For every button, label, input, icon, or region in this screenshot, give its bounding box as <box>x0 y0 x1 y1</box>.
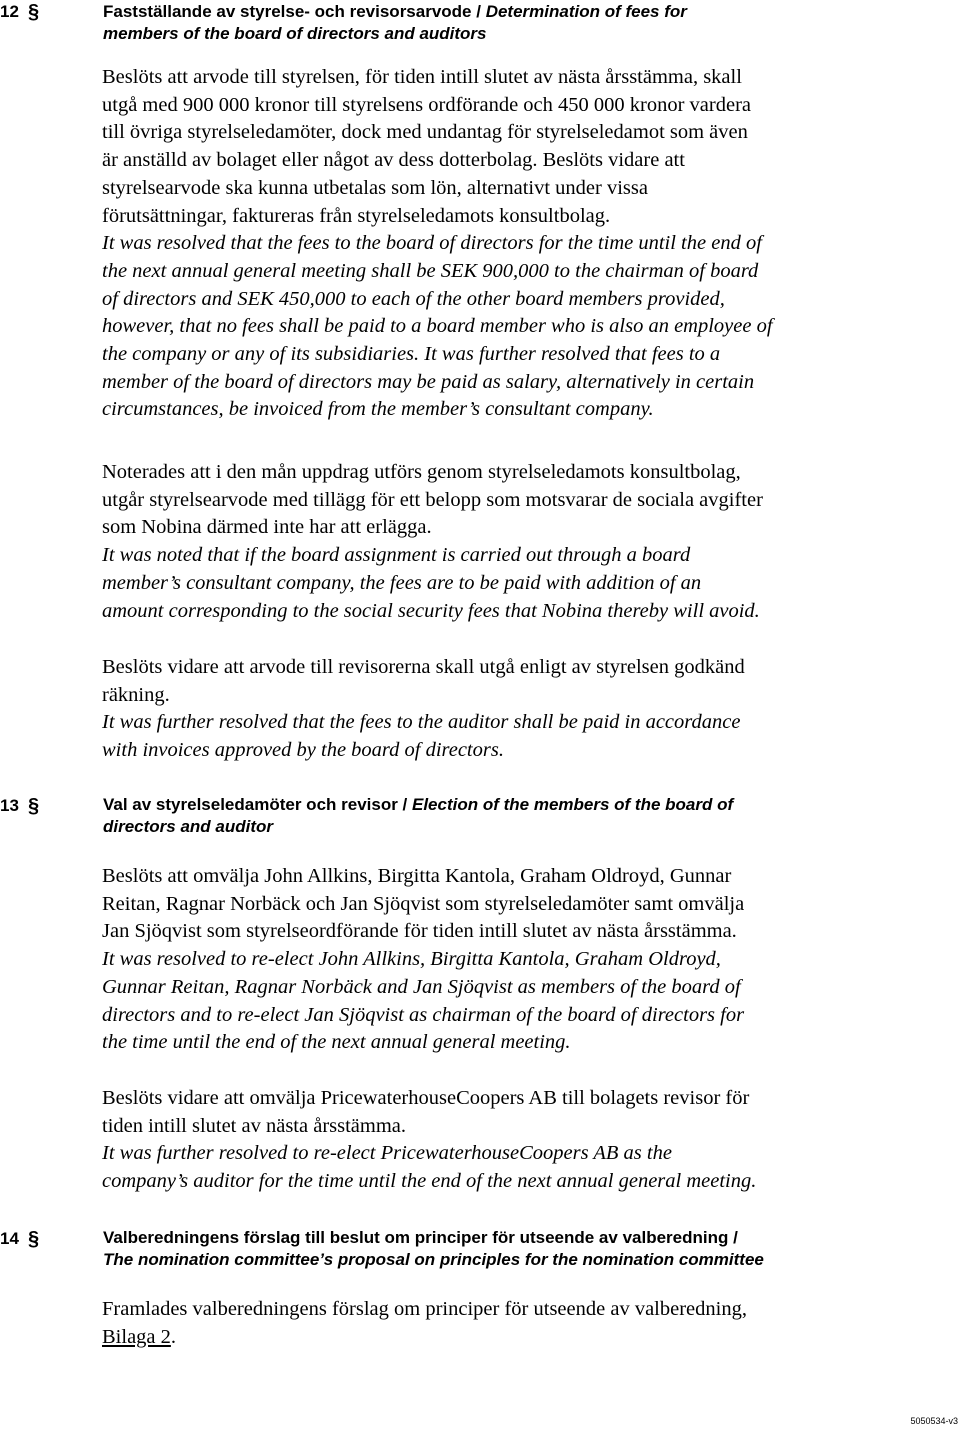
text-line: förutsättningar, faktureras från styrelseledamots konsultbolag. <box>102 204 611 227</box>
text-line: Noterades att i den mån uppdrag utförs genom styrelseledamots konsultbolag, <box>102 461 741 483</box>
text-line-en: It was further resolved that the fees to the auditor shall be paid in accordance <box>102 711 741 734</box>
text-line: Jan Sjöqvist som styrelseordförande för tiden intill slutet av nästa årsstämma. <box>102 920 737 943</box>
text-line: tiden intill slutet av nästa årsstämma. <box>102 1114 407 1137</box>
text-line-en: however, that no fees shall be paid to a board member who is also an employee of <box>102 315 773 338</box>
text-line-en: amount corresponding to the social security fees that Nobina thereby will avoid. <box>102 599 760 622</box>
text-line-en: member of the board of directors may be paid as salary, alternatively in certain <box>102 370 755 393</box>
text-line-en: company’s auditor for the time until the end of the next annual general meeting. <box>102 1170 757 1193</box>
paragraph-consultant <box>102 459 902 625</box>
paragraph-board-election <box>102 863 902 1057</box>
paragraph-auditor-election <box>102 1085 902 1196</box>
text-line-en: directors and to re-elect Jan Sjöqvist as chairman of the board of directors for <box>102 1003 745 1026</box>
text-line: Beslöts vidare att arvode till revisorerna skall utgå enligt av styrelsen godkänd <box>102 656 745 678</box>
text-line-en: member’s consultant company, the fees are to be paid with addition of an <box>102 571 702 594</box>
text-line: Reitan, Ragnar Norbäck och Jan Sjöqvist som styrelseledamöter samt omvälja <box>102 892 745 915</box>
paragraph-fees <box>102 64 902 424</box>
section-number: 13 <box>0 796 19 815</box>
section-number: 12 <box>0 2 19 21</box>
document-id: 5050534-v3 <box>910 1416 958 1426</box>
text-line-en: Gunnar Reitan, Ragnar Norbäck and Jan Sjöqvist as members of the board of <box>102 975 741 998</box>
text-line: Framlades valberedningens förslag om principer för utseende av valberedning, <box>102 1298 747 1320</box>
text-line: som Nobina därmed inte har att erlägga. <box>102 516 432 539</box>
text-line-en: the next annual general meeting shall be SEK 900,000 to the chairman of board <box>102 259 759 282</box>
text-line-en: It was resolved to re-elect John Allkins, Birgitta Kantola, Graham Oldroyd, <box>102 948 721 971</box>
text-line-en: the time until the end of the next annual general meeting. <box>102 1031 571 1054</box>
paragraph-auditor-fees <box>102 654 902 765</box>
text-line-en: of directors and SEK 450,000 to each of the other board members provided, <box>102 287 725 310</box>
heading-en-line-2: members of the board of directors and auditors <box>103 24 487 43</box>
text-line-en: circumstances, be invoiced from the member’s consultant company. <box>102 398 654 421</box>
text-line: Beslöts vidare att omvälja PricewaterhouseCoopers AB till bolagets revisor för <box>102 1087 750 1109</box>
section-sign: § <box>28 1 40 23</box>
text-line: Beslöts att arvode till styrelsen, för tiden intill slutet av nästa årsstämma, skall <box>102 66 742 88</box>
bilaga-2-link[interactable]: Bilaga 2 <box>102 1325 171 1348</box>
text-line: utgår styrelsearvode med tillägg för ett belopp som motsvarar de sociala avgifter <box>102 488 763 511</box>
text-line: är anställd av bolaget eller något av dess dotterbolag. Beslöts vidare att <box>102 149 685 172</box>
section-sign: § <box>28 1228 40 1250</box>
text-line-en: It was noted that if the board assignment is carried out through a board <box>102 544 691 567</box>
text-line: räkning. <box>102 683 170 706</box>
section-sign: § <box>28 795 40 817</box>
text-line: utgå med 900 000 kronor till styrelsens ordförande och 450 000 kronor vardera <box>102 93 752 116</box>
text-line-en: the company or any of its subsidiaries. It was further resolved that fees to a <box>102 343 721 366</box>
period: . <box>170 1325 177 1348</box>
text-line: Beslöts att omvälja John Allkins, Birgitta Kantola, Graham Oldroyd, Gunnar <box>102 865 732 887</box>
section-heading: Val av styrelseledamöter och revisor / Election of the members of the board of directors and auditor <box>103 795 734 836</box>
text-line-en: with invoices approved by the board of directors. <box>102 739 504 762</box>
text-line-en: It was further resolved to re-elect PricewaterhouseCoopers AB as the <box>102 1142 672 1165</box>
section-heading: Valberedningens förslag till beslut om principer för utseende av valberedning / The nomination committee’s proposal on principles for the nomination committee <box>103 1228 764 1269</box>
heading-sv: Fastställande av styrelse- och revisorsarvode / <box>103 2 486 21</box>
text-line <box>102 1324 902 1352</box>
text-line: till övriga styrelseledamöter, dock med undantag för styrelseledamot som även <box>102 121 748 144</box>
section-heading <box>103 1 903 45</box>
text-line-en: It was resolved that the fees to the board of directors for the time until the end of <box>102 232 762 255</box>
paragraph-nomination <box>102 1296 902 1351</box>
text-line: styrelsearvode ska kunna utbetalas som lön, alternativt under vissa <box>102 176 648 199</box>
heading-en-part: Determination of fees for <box>485 2 687 21</box>
section-number: 14 <box>0 1229 19 1248</box>
